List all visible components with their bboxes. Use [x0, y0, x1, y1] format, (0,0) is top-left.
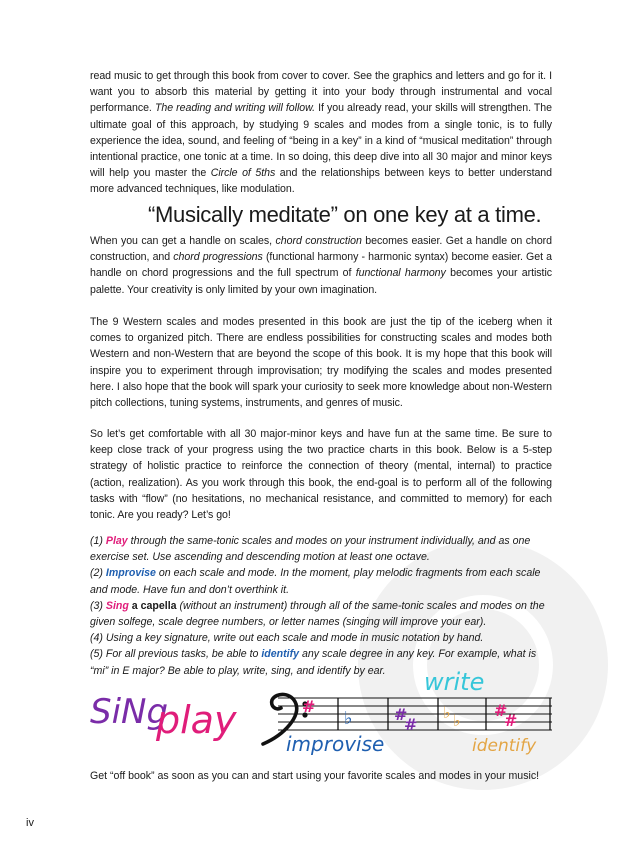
- western-scales-paragraph: The 9 Western scales and modes presented in this book are just the tip of the iceberg when it comes to organized pitch. There are endless possibilities for constructing scales and modes both Western and non-Western that are beyond the scope of this book. It is my hope that this book will inspire you to experiment through improvisation; try modifying the scales and modes presented here. I also hope that the book will spark your curiosity to seek more knowledge about non-Western pitch collections, tuning systems, instruments, and genres of music.: [90, 316, 552, 410]
- step-text: any scale degree in any key. For example, what is “mi” in E major? Be able to play, write, sing, and identify by ear.: [90, 648, 537, 677]
- pull-quote-heading: “Musically meditate” on one key at a time.: [148, 202, 542, 227]
- step-keyword-identify: identify: [261, 648, 300, 661]
- sharp-accidental: #: [494, 701, 508, 720]
- sharp-accidental: #: [404, 715, 418, 734]
- step-improvise: [90, 565, 556, 597]
- step-identify: [90, 646, 556, 678]
- step-text: through the same-tonic scales and modes on your instrument individually, and as one exercise set. Use ascending and descending motion at least one octave.: [90, 535, 531, 564]
- step-sing: [90, 598, 556, 630]
- flat-accidental: ♭: [344, 708, 353, 729]
- page-number: iv: [26, 817, 34, 829]
- key-signature-accidentals: [302, 697, 517, 734]
- intro-emphasis-1: The reading and writing will follow.: [154, 102, 315, 115]
- step-number: (5): [90, 648, 106, 661]
- chords-emphasis-b: chord progressions: [173, 251, 263, 264]
- step-text-pre: For all previous tasks, be able to: [105, 648, 262, 661]
- step-play: [90, 533, 556, 565]
- sharp-accidental: #: [302, 697, 316, 716]
- intro-text-1: read music to get through this book from cover to cover. See the graphics and letters and go for it. I want you to absorb this material by getting it into your body through instrumental and vocal performance.: [90, 70, 552, 115]
- play-doodle: play: [156, 698, 237, 742]
- step-keyword-play: Play: [105, 535, 128, 547]
- write-doodle: write: [424, 668, 485, 696]
- step-text: (without an instrument) through all of the same-tonic scales and modes on the given solfege, scale degree numbers, or letter names (singing will improve your ear).: [90, 599, 545, 629]
- chords-emphasis-c: functional harmony: [355, 267, 446, 280]
- chords-text-c: (functional harmony - harmonic syntax) become easier. Get a handle on chord progressions and the full spectrum of: [90, 251, 552, 280]
- step-write: [90, 630, 556, 646]
- step-number: (4): [90, 632, 106, 645]
- intro-text-3: and the relationships between keys to better understand more advanced techniques, like modulation.: [90, 167, 552, 196]
- step-number: (1): [90, 535, 106, 547]
- sharp-accidental: #: [504, 711, 518, 730]
- step-keyword-sing: Sing: [105, 599, 129, 612]
- flat-accidental: ♭: [443, 703, 451, 722]
- sharp-accidental: #: [394, 705, 408, 724]
- closing-line: Get “off book” as soon as you can and start using your favorite scales and modes in your music!: [90, 770, 540, 782]
- step-keyword-improvise: Improvise: [105, 567, 156, 580]
- step-text: Using a key signature, write out each scale and mode in music notation by hand.: [105, 632, 484, 645]
- identify-doodle: identify: [472, 736, 537, 756]
- intro-emphasis-2: Circle of 5ths: [210, 167, 276, 180]
- intro-text-2: If you already read, your skills will strengthen. The ultimate goal of this approach, by studying 9 scales and modes from a single tonic, is to fully experience the idea, sound, and feeling of “being in a key” in a kind of “musical meditation” through intentional practice, one tonic at a time. In so doing, this deep dive into all 30 major and minor keys will help you master the: [90, 102, 552, 180]
- step-bold-acapella: a capella: [128, 599, 177, 612]
- chords-text-a: When you can get a handle on scales,: [90, 235, 276, 247]
- improvise-doodle: improvise: [286, 732, 385, 756]
- step-number: (2): [90, 567, 106, 580]
- chords-paragraph: [90, 233, 552, 298]
- chords-text-b: becomes easier. Get a handle on chord construction, and: [90, 235, 552, 264]
- practice-artwork: [90, 668, 560, 766]
- step-text: on each scale and mode. In the moment, play melodic fragments from each scale and mode. Have fun and don’t overthink it.: [90, 567, 541, 596]
- sing-doodle: SiNg: [90, 692, 169, 732]
- chords-text-d: becomes your artistic palette. Your creativity is only limited by your own imagination.: [90, 267, 552, 296]
- chords-emphasis-a: chord construction: [275, 235, 362, 247]
- intro-paragraph: [90, 68, 552, 198]
- flat-accidental: ♭: [453, 711, 461, 730]
- step-number: (3): [90, 599, 106, 612]
- strategy-paragraph: So let’s get comfortable with all 30 major-minor keys and have fun at the same time. Be sure to keep close track of your progress using the two practice charts in this book. Below is a 5-step strategy of holistic practice to reinforce the connection of theory (mental, internal) to practice (action, realization). As you work through this book, the end-goal is to perform all of the following tasks with “flow” (no hesitations, no mechanical resistance, and committed to memory) for each tonic. Are you ready? Let’s go!: [90, 428, 552, 522]
- practice-steps-list: [90, 533, 556, 679]
